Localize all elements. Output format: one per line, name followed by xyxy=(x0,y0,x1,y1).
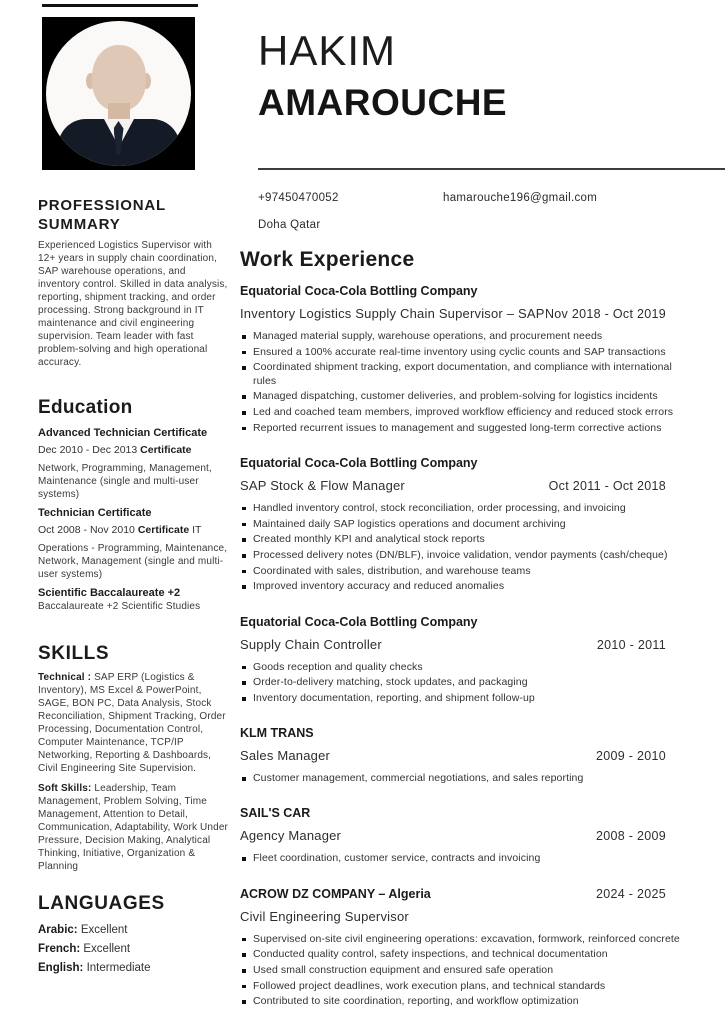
section-skills xyxy=(38,643,228,873)
email-address[interactable]: hamarouche196@gmail.com xyxy=(443,192,598,204)
section-languages xyxy=(38,893,228,978)
phone-number[interactable]: +97450470052 xyxy=(258,192,339,204)
education-degree: Advanced Technician Certificate xyxy=(38,427,208,439)
job-bullet: Used small construction equipment and ensured safe operation xyxy=(240,964,692,977)
job-role-row xyxy=(240,827,692,844)
job-company: Equatorial Coca-Cola Bottling Company xyxy=(240,284,478,298)
job-entry xyxy=(240,614,692,706)
education-date-range: Dec 2010 - Dec 2013 xyxy=(38,444,141,456)
job-bullet-list xyxy=(240,661,692,706)
education-date-range: Oct 2008 - Nov 2010 xyxy=(38,524,138,536)
job-company-row xyxy=(240,725,692,741)
profile-photo xyxy=(46,21,191,166)
job-company-row xyxy=(240,886,692,902)
language-row xyxy=(38,940,228,959)
section-education xyxy=(38,397,228,613)
job-company-row xyxy=(240,283,692,299)
skills-list xyxy=(38,671,228,873)
job-role: Agency Manager xyxy=(240,828,342,844)
sidebar xyxy=(38,196,228,978)
education-description: Baccalaureate +2 Scientific Studies xyxy=(38,601,201,612)
education-degree: Technician Certificate xyxy=(38,507,152,519)
language-label: Arabic: xyxy=(38,924,78,936)
job-bullet: Contributed to site coordination, reporting, and workflow optimization xyxy=(240,995,692,1008)
job-company-row xyxy=(240,455,692,471)
languages-list xyxy=(38,921,228,978)
job-bullet: Processed delivery notes (DN/BLF), invoice validation, vendor payments (cash/cheque) xyxy=(240,549,692,562)
job-dates: 2024 - 2025 xyxy=(595,886,666,901)
job-bullet: Conducted quality control, safety inspections, and technical documentation xyxy=(240,948,692,961)
job-bullet-list xyxy=(240,330,692,435)
job-bullet: Managed dispatching, customer deliveries, and problem-solving for logistics incidents xyxy=(240,390,692,403)
avatar-head xyxy=(92,45,146,111)
job-bullet: Managed material supply, warehouse operations, and procurement needs xyxy=(240,330,692,343)
job-role-row xyxy=(240,908,692,925)
job-role-row xyxy=(240,636,692,653)
job-role-row xyxy=(240,747,692,764)
education-description: Operations - Programming, Maintenance, Network, Management (single and multi-user systems) xyxy=(38,543,228,580)
job-bullet: Inventory documentation, reporting, and shipment follow-up xyxy=(240,692,692,705)
main-column xyxy=(240,0,692,1029)
skill-group-text: Leadership, Team Management, Problem Solving, Time Management, Attention to Detail, Communication, Adaptability, Work Under Pressure, Decision Making, Analytical Thinking, Initiative, Organization & Planning xyxy=(38,783,229,872)
education-list xyxy=(38,426,228,613)
language-row xyxy=(38,921,228,940)
job-dates: 2010 - 2011 xyxy=(596,637,666,652)
job-bullet: Coordinated shipment tracking, export documentation, and compliance with international rules xyxy=(240,361,692,387)
job-entry xyxy=(240,283,692,435)
job-dates: Nov 2018 - Oct 2019 xyxy=(544,307,666,321)
job-role-row xyxy=(240,477,692,494)
job-company: KLM TRANS xyxy=(240,726,314,741)
education-date-line xyxy=(38,444,228,457)
job-role: SAP Stock & Flow Manager xyxy=(240,477,405,493)
language-level: Excellent xyxy=(80,924,128,936)
section-professional-summary xyxy=(38,196,228,369)
education-entry xyxy=(38,586,228,613)
job-dates: 2009 - 2010 xyxy=(595,749,666,764)
job-bullet: Improved inventory accuracy and reduced anomalies xyxy=(240,580,692,593)
last-name: AMAROUCHE xyxy=(258,82,508,123)
job-bullet: Reported recurrent issues to management and suggested long-term corrective actions xyxy=(240,422,692,435)
job-bullet: Fleet coordination, customer service, contracts and invoicing xyxy=(240,852,692,865)
job-bullet-list xyxy=(240,852,692,865)
education-description: Network, Programming, Management, Maintenance (single and multi-user systems) xyxy=(38,463,212,500)
education-credential: Certificate xyxy=(137,524,190,536)
skill-group-label: Technical : xyxy=(38,672,92,683)
job-bullet: Ensured a 100% accurate real-time inventory using cyclic counts and SAP transactions xyxy=(240,346,692,359)
job-bullet: Handled inventory control, stock reconciliation, order processing, and invoicing xyxy=(240,502,692,515)
page-edge-line xyxy=(42,4,198,7)
job-entry xyxy=(240,725,692,785)
profile-photo-frame xyxy=(42,17,195,170)
contact-block xyxy=(240,192,692,231)
job-bullet: Led and coached team members, improved workflow efficiency and reduced stock errors xyxy=(240,406,692,419)
languages-title: LANGUAGES xyxy=(38,893,165,914)
contact-row xyxy=(258,192,692,204)
language-label: French: xyxy=(38,943,81,955)
summary-body: Experienced Logistics Supervisor with 12+ years in supply chain coordination, SAP warehouse operations, and inventory control. Skilled in data analysis, reporting, shipment tracking, and order processing. Strong background in IT maintenance and civil engineering supervision. Team leader with fast problem-solving and high operational accuracy. xyxy=(38,240,228,368)
education-entry xyxy=(38,506,228,581)
job-bullet: Order-to-delivery matching, stock updates, and packaging xyxy=(240,676,692,689)
job-bullet: Created monthly KPI and analytical stock reports xyxy=(240,533,692,546)
job-dates: Oct 2011 - Oct 2018 xyxy=(548,478,666,493)
skill-group-label: Soft Skills: xyxy=(38,783,92,794)
skills-title: SKILLS xyxy=(38,643,110,664)
education-date-line xyxy=(38,524,228,537)
location-text: Doha Qatar xyxy=(258,219,321,231)
job-company: Equatorial Coca-Cola Bottling Company xyxy=(240,614,478,629)
job-bullet: Supervised on-site civil engineering operations: excavation, formwork, reinforced concrete xyxy=(240,933,692,946)
job-bullet: Customer management, commercial negotiations, and sales reporting xyxy=(240,772,692,785)
jobs-list xyxy=(240,283,692,1009)
job-dates: 2008 - 2009 xyxy=(595,829,666,844)
education-degree: Scientific Baccalaureate +2 xyxy=(38,587,181,599)
name-block xyxy=(240,0,692,126)
job-bullet-list xyxy=(240,772,692,785)
job-entry xyxy=(240,455,692,594)
job-bullet-list xyxy=(240,933,692,1009)
job-bullet-list xyxy=(240,502,692,594)
job-role: Sales Manager xyxy=(240,748,331,764)
work-experience-title: Work Experience xyxy=(240,248,415,271)
job-role-row xyxy=(240,305,692,322)
education-credential-tail: IT xyxy=(189,524,202,536)
job-entry xyxy=(240,886,692,1009)
job-bullet: Maintained daily SAP logistics operations and document archiving xyxy=(240,518,692,531)
job-bullet: Coordinated with sales, distribution, and warehouse teams xyxy=(240,565,692,578)
job-company: SAIL'S CAR xyxy=(240,806,311,821)
language-label: English: xyxy=(38,962,84,974)
job-role: Supply Chain Controller xyxy=(240,636,382,652)
first-name: HAKIM xyxy=(258,27,397,74)
education-title: Education xyxy=(38,397,133,418)
job-bullet: Followed project deadlines, work execution plans, and technical standards xyxy=(240,980,692,993)
language-level: Intermediate xyxy=(86,962,151,974)
skill-group-text: SAP ERP (Logistics & Inventory), MS Excel & PowerPoint, SAGE, BON PC, Data Analysis, Stock Reconciliation, Shipment Tracking, Order Processing, Documentation Control, Computer Maintenance, TCP/IP Networking, Reporting & Dashboards, Civil Engineering Site Supervision. xyxy=(38,672,226,774)
education-entry xyxy=(38,426,228,501)
job-company-row xyxy=(240,805,692,821)
job-company: Equatorial Coca-Cola Bottling Company xyxy=(240,455,478,470)
language-row xyxy=(38,959,228,978)
language-level: Excellent xyxy=(83,943,131,955)
summary-title: PROFESSIONAL SUMMARY xyxy=(38,197,166,233)
education-credential: Certificate xyxy=(140,444,192,456)
job-company: ACROW DZ COMPANY – Algeria xyxy=(240,886,431,901)
job-entry xyxy=(240,805,692,865)
skill-group xyxy=(38,671,228,775)
job-role: Civil Engineering Supervisor xyxy=(240,908,409,924)
job-role: Inventory Logistics Supply Chain Supervisor – SAP xyxy=(240,306,545,321)
job-company-row xyxy=(240,614,692,630)
job-bullet: Goods reception and quality checks xyxy=(240,661,692,674)
skill-group xyxy=(38,782,228,873)
